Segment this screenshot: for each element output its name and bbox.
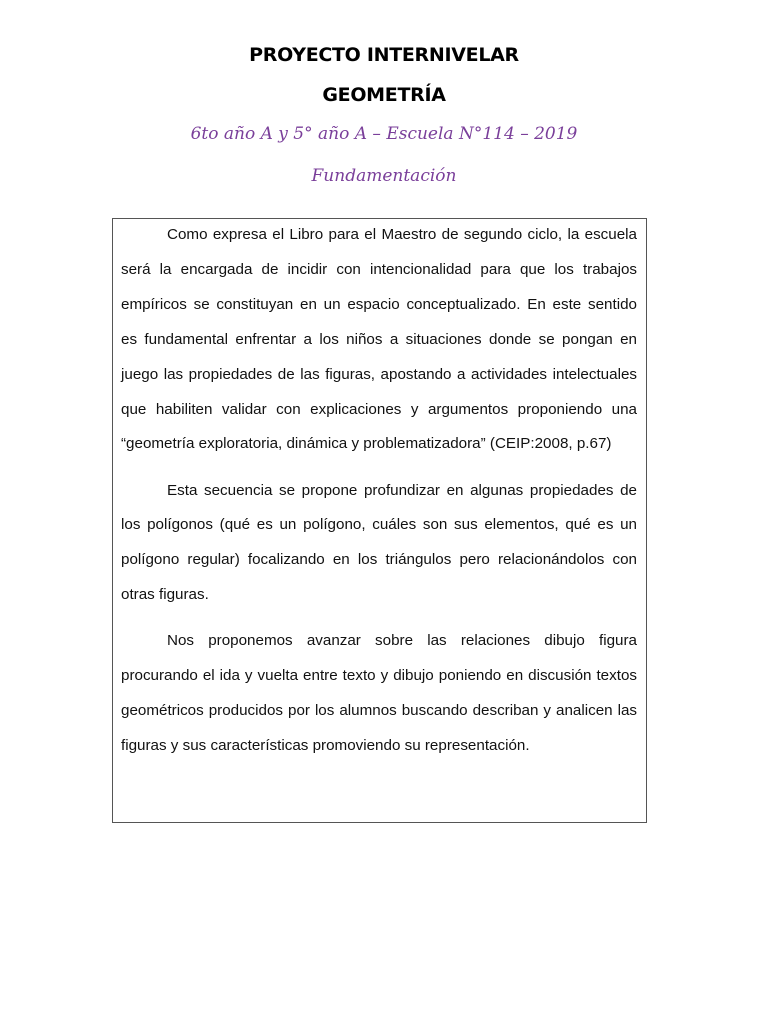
section-heading: Fundamentación <box>311 166 457 186</box>
text-line: Nos proponemos avanzar sobre las relaciones dibujo figura <box>167 632 637 649</box>
text-line: será la encargada de incidir con intencionalidad para que los trabajos <box>121 261 637 278</box>
text-line: que habiliten validar con explicaciones y argumentos proponiendo una <box>121 401 637 418</box>
text-line: juego las propiedades de las figuras, apostando a actividades intelectuales <box>121 366 637 383</box>
text-line: los polígonos (qué es un polígono, cuáles son sus elementos, qué es un <box>121 516 637 533</box>
fundamentacion-text-box <box>112 218 647 823</box>
text-line: Como expresa el Libro para el Maestro de segundo ciclo, la escuela <box>167 226 637 243</box>
text-line: figuras y sus características promoviendo su representación. <box>121 737 530 754</box>
text-line: geométricos producidos por los alumnos buscando describan y analicen las <box>121 702 637 719</box>
document-title: PROYECTO INTERNIVELAR <box>249 44 519 66</box>
text-line: Esta secuencia se propone profundizar en algunas propiedades de <box>167 482 637 499</box>
document-subject: GEOMETRÍA <box>322 84 446 106</box>
text-line: otras figuras. <box>121 586 209 603</box>
course-and-school-info: 6to año A y 5° año A – Escuela N°114 – 2019 <box>190 124 578 144</box>
text-line: procurando el ida y vuelta entre texto y dibujo poniendo en discusión textos <box>121 667 637 684</box>
text-line: es fundamental enfrentar a los niños a situaciones donde se pongan en <box>121 331 637 348</box>
text-line: “geometría exploratoria, dinámica y problematizadora” (CEIP:2008, p.67) <box>121 435 612 452</box>
text-line: empíricos se constituyan en un espacio conceptualizado. En este sentido <box>121 296 637 313</box>
text-line: polígono regular) focalizando en los triángulos pero relacionándolos con <box>121 551 637 568</box>
